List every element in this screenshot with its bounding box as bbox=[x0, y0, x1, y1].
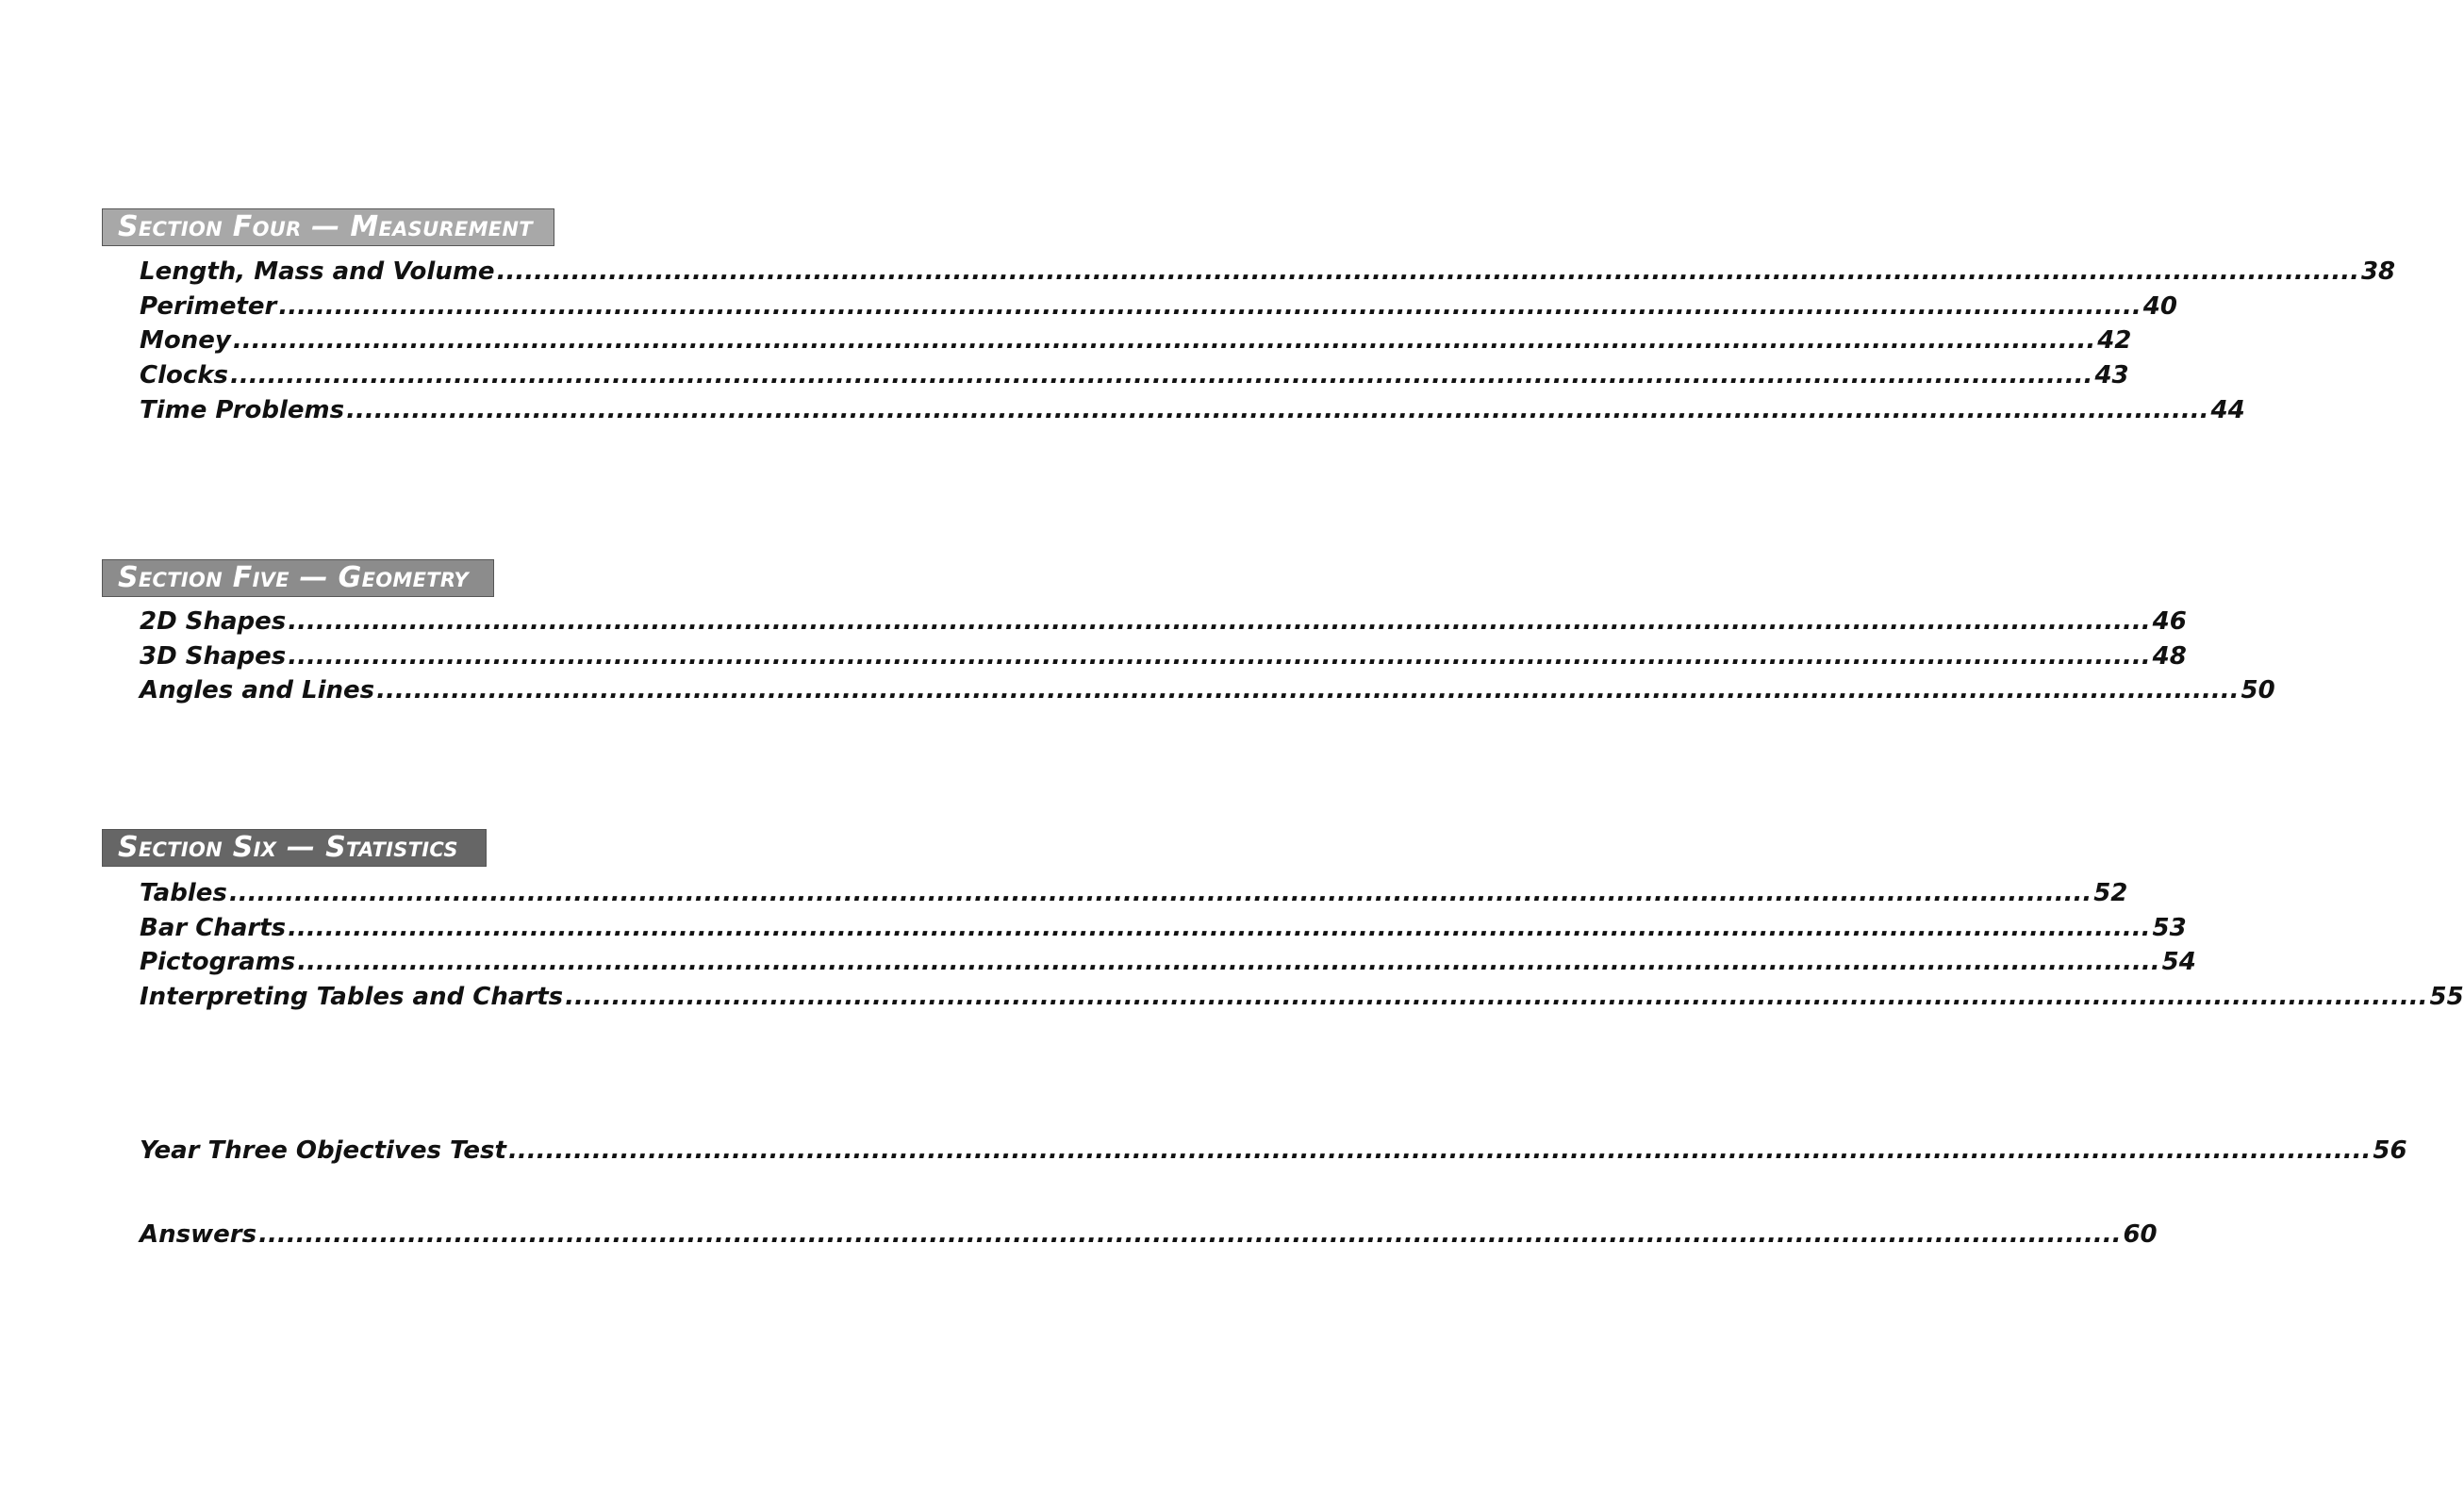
toc-entry-title: 2D Shapes bbox=[140, 607, 287, 636]
toc-entry-page: 54 bbox=[2161, 948, 2196, 977]
toc-entry-page: 50 bbox=[2241, 676, 2275, 705]
toc-entry-page: 38 bbox=[2360, 257, 2396, 286]
toc-entry-objectives-test[interactable] bbox=[140, 1134, 2407, 1169]
toc-leader-dots: ........................................................................................................................................................................................................ bbox=[258, 1220, 2122, 1249]
toc-entry[interactable] bbox=[140, 945, 2196, 980]
toc-leader-dots: ........................................................................................................................................................................................................ bbox=[228, 879, 2092, 907]
toc-entry-title: Year Three Objectives Test bbox=[140, 1136, 506, 1165]
toc-entry-title: Answers bbox=[140, 1220, 257, 1249]
toc-leader-dots: ........................................................................................................................................................................................................ bbox=[278, 291, 2142, 321]
toc-leader-dots: ........................................................................................................................................................................................................ bbox=[496, 257, 2359, 286]
toc-entry-title: Interpreting Tables and Charts bbox=[140, 983, 564, 1012]
toc-entry-page: 40 bbox=[2142, 291, 2177, 321]
toc-leader-dots: ........................................................................................................................................................................................................ bbox=[230, 361, 2093, 390]
toc-leader-dots: ........................................................................................................................................................................................................ bbox=[232, 326, 2096, 356]
objectives-test-list bbox=[140, 1134, 2407, 1169]
toc-entry-page: 55 bbox=[2429, 983, 2464, 1012]
toc-entry-title: Angles and Lines bbox=[140, 676, 375, 705]
toc-entry-page: 42 bbox=[2097, 326, 2132, 356]
section-five-list bbox=[140, 605, 2275, 708]
toc-entry[interactable] bbox=[140, 323, 2132, 358]
toc-entry[interactable] bbox=[140, 393, 2245, 428]
section-four-list bbox=[140, 255, 2396, 427]
toc-entry-title: Bar Charts bbox=[140, 913, 287, 942]
toc-entry-title: Money bbox=[140, 326, 231, 356]
toc-entry[interactable] bbox=[140, 980, 2464, 1015]
section-six-list bbox=[140, 876, 2464, 1015]
toc-entry-page: 48 bbox=[2152, 641, 2187, 671]
toc-entry[interactable] bbox=[140, 255, 2396, 290]
toc-entry[interactable] bbox=[140, 605, 2187, 639]
toc-entry[interactable] bbox=[140, 911, 2187, 946]
toc-entry[interactable] bbox=[140, 673, 2275, 708]
toc-leader-dots: ........................................................................................................................................................................................................ bbox=[565, 983, 2428, 1012]
toc-entry-title: Tables bbox=[140, 879, 227, 907]
toc-entry[interactable] bbox=[140, 876, 2128, 911]
toc-leader-dots: ........................................................................................................................................................................................................ bbox=[297, 948, 2160, 977]
toc-entry-title: Length, Mass and Volume bbox=[140, 257, 495, 286]
answers-list bbox=[140, 1218, 2158, 1252]
toc-entry-title: Pictograms bbox=[140, 948, 296, 977]
toc-leader-dots: ........................................................................................................................................................................................................ bbox=[288, 913, 2151, 942]
toc-entry-title: Clocks bbox=[140, 361, 229, 390]
toc-leader-dots: ........................................................................................................................................................................................................ bbox=[288, 607, 2151, 636]
toc-entry[interactable] bbox=[140, 639, 2187, 674]
section-five-header: Section Five — Geometry bbox=[102, 559, 494, 597]
toc-leader-dots: ........................................................................................................................................................................................................ bbox=[346, 395, 2209, 424]
toc-entry-page: 43 bbox=[2094, 361, 2129, 390]
section-four-header: Section Four — Measurement bbox=[102, 208, 554, 246]
toc-leader-dots: ........................................................................................................................................................................................................ bbox=[507, 1136, 2372, 1165]
section-six-header: Section Six — Statistics bbox=[102, 829, 487, 867]
toc-entry-page: 56 bbox=[2373, 1136, 2407, 1165]
toc-entry-title: 3D Shapes bbox=[140, 641, 287, 671]
toc-entry[interactable] bbox=[140, 358, 2129, 393]
toc-entry-answers[interactable] bbox=[140, 1218, 2158, 1252]
toc-entry-page: 46 bbox=[2152, 607, 2187, 636]
toc-entry-page: 52 bbox=[2093, 879, 2128, 907]
toc-entry[interactable] bbox=[140, 290, 2177, 324]
toc-entry-page: 44 bbox=[2210, 395, 2245, 424]
toc-entry-page: 60 bbox=[2123, 1220, 2158, 1249]
toc-entry-title: Perimeter bbox=[140, 291, 277, 321]
toc-leader-dots: ........................................................................................................................................................................................................ bbox=[288, 641, 2151, 671]
toc-entry-page: 53 bbox=[2152, 913, 2187, 942]
toc-entry-title: Time Problems bbox=[140, 395, 345, 424]
toc-leader-dots: ........................................................................................................................................................................................................ bbox=[376, 676, 2240, 705]
